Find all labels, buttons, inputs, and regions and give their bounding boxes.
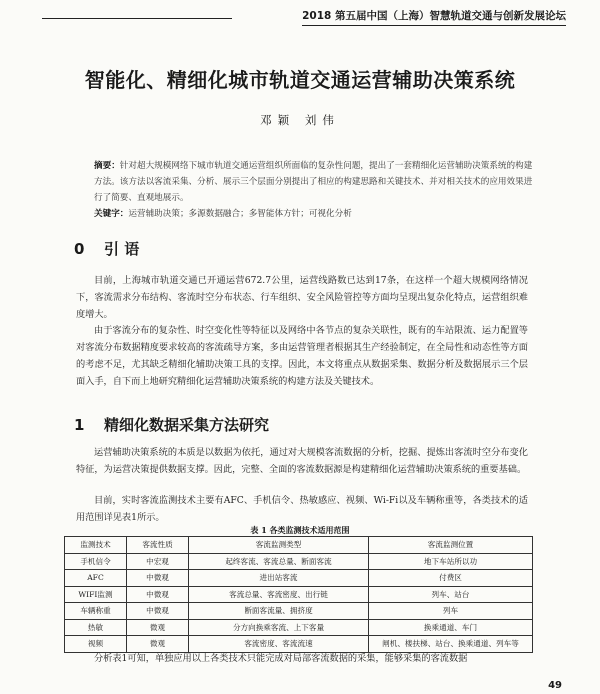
section-title: 精细化数据采集方法研究: [104, 416, 270, 434]
section-number: 0: [74, 240, 85, 258]
table-cell: 车辆称重: [65, 603, 127, 620]
table-cell: 起终客流、客流总量、断面客流: [189, 553, 369, 570]
table-row: [65, 619, 533, 636]
keywords-label: 关键字：: [94, 209, 129, 219]
table-cell: 断面客流量、拥挤度: [189, 603, 369, 620]
monitoring-tech-table: [64, 536, 533, 653]
paper-authors: 邓颖 刘伟: [260, 113, 340, 127]
abstract-label: 摘要：: [94, 161, 120, 171]
table-header-cell: 监测技术: [65, 537, 127, 554]
table-cell: 闸机、楼扶梯、站台、换乘通道、列车等: [369, 636, 533, 653]
table-cell: 中宏观: [127, 553, 189, 570]
table-cell: 热敏: [65, 619, 127, 636]
table-cell: AFC: [65, 570, 127, 587]
table-row: [65, 570, 533, 587]
paragraph: 分析表1可知，单独应用以上各类技术只能完成对局部客流数据的采集，能够采集的客流数据: [94, 653, 468, 664]
table-cell: 分方向换乘客流、上下客量: [189, 619, 369, 636]
paragraph: 目前，实时客流监测技术主要有AFC、手机信令、热敏感应、视频、Wi-Fi以及车辆称重等，各类技术的适用范围详见表1所示。: [76, 495, 528, 523]
table-cell: WIFI监测: [65, 586, 127, 603]
paragraph: 运营辅助决策系统的本质是以数据为依托，通过对大规模客流数据的分析，挖掘、提炼出客流时空分布变化特征，为运营决策提供数据支撑。因此，完整、全面的客流数据源是构建精细化运营辅助决策系统的重要基础。: [76, 447, 528, 475]
table-header-cell: 客流监测位置: [369, 537, 533, 554]
table-cell: 微观: [127, 636, 189, 653]
table-cell: 进出站客流: [189, 570, 369, 587]
paragraph: 由于客流分布的复杂性、时空变化性等特征以及网络中各节点的复杂关联性，既有的车站限流、运力配置等对客流分布数据精度要求较高的客流疏导方案，多由运营管理者根据其生产经验制定，在全局性和动态性等方面的考虑不足，尤其缺乏精细化辅助决策工具的支撑。因此，本文将重点从数据采集、数据分析及数据展示三个层面入手，自下而上地研究精细化运营辅助决策系统的构建方法及关键技术。: [76, 325, 528, 387]
abstract-block: [94, 158, 534, 222]
running-head: 2018 第五届中国（上海）智慧轨道交通与创新发展论坛: [302, 8, 566, 26]
table-header-row: [65, 537, 533, 554]
table-cell: 中微观: [127, 570, 189, 587]
table-cell: 中微观: [127, 586, 189, 603]
table-cell: 手机信令: [65, 553, 127, 570]
section-number: 1: [74, 416, 85, 434]
keywords-text: 运营辅助决策；多源数据融合；多智能体方针；可视化分析: [128, 209, 352, 219]
table-cell: 中微观: [127, 603, 189, 620]
table-cell: 地下车站所以功: [369, 553, 533, 570]
section-heading: [74, 414, 269, 435]
table-cell: 换乘通道、车门: [369, 619, 533, 636]
table-cell: 列车: [369, 603, 533, 620]
table-cell: 客流总量、客流密度、出行链: [189, 586, 369, 603]
table-row: [65, 586, 533, 603]
section-title: 引 语: [104, 240, 140, 258]
paragraph: 目前，上海城市轨道交通已开通运营672.7公里，运营线路数已达到17条，在这样一个超大规模网络情况下，客流需求分布结构、客流时空分布状态、行车组织、安全风险管控等方面均呈现出复杂化特点，运营组织难度增大。: [76, 275, 528, 320]
table-row: [65, 553, 533, 570]
table-cell: 客流密度、客流流速: [189, 636, 369, 653]
section-heading: [74, 238, 139, 259]
table-cell: 付费区: [369, 570, 533, 587]
table-header-cell: 客流监测类型: [189, 537, 369, 554]
abstract-text: 针对超大规模网络下城市轨道交通运营组织所面临的复杂性问题，提出了一套精细化运营辅助决策系统的构建方法。该方法以客流采集、分析、展示三个层面分别提出了相应的构建思路和关键技术、并对相关技术的应用效果进行了简要、直观地展示。: [94, 161, 533, 203]
table-cell: 微观: [127, 619, 189, 636]
page-number: 49: [548, 680, 562, 691]
table-cell: 列车、站台: [369, 586, 533, 603]
header-rule: [42, 18, 232, 19]
table-header-cell: 客流性质: [127, 537, 189, 554]
paper-title: 智能化、精细化城市轨道交通运营辅助决策系统: [84, 68, 516, 92]
table-caption: 表 1 各类监测技术适用范围: [250, 525, 350, 535]
table-row: [65, 603, 533, 620]
table-cell: 视频: [65, 636, 127, 653]
